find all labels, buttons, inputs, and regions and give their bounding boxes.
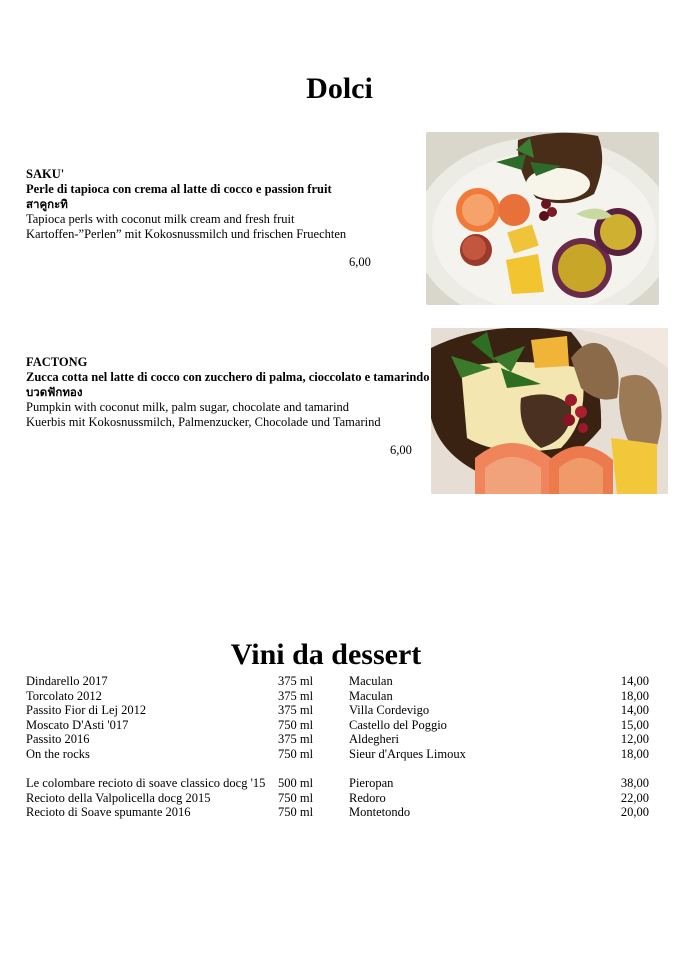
dish-name: SAKU' bbox=[26, 167, 65, 181]
wine-size: 750 ml bbox=[278, 746, 314, 761]
dish-price: 6,00 bbox=[349, 255, 371, 269]
wine-price: 18,00 bbox=[620, 746, 649, 761]
dolci-title: Dolci bbox=[306, 72, 373, 105]
wine-name: Torcolato 2012 bbox=[26, 688, 102, 703]
wine-size-column bbox=[278, 674, 313, 820]
wine-price: 38,00 bbox=[620, 776, 649, 791]
wine-price: 14,00 bbox=[620, 674, 649, 688]
wine-name: Recioto di Soave spumante 2016 bbox=[26, 805, 191, 820]
wine-size: 750 ml bbox=[278, 717, 314, 732]
dish-price: 6,00 bbox=[390, 443, 412, 457]
dish-factong bbox=[26, 355, 438, 430]
wine-price-column bbox=[600, 674, 649, 820]
wine-producer: Villa Cordevigo bbox=[349, 703, 430, 718]
wine-producer: Maculan bbox=[349, 674, 393, 688]
dish-italian: Zucca cotta nel latte di cocco con zucchero di palma, cioccolato e tamarindo bbox=[26, 370, 430, 384]
wine-price: 14,00 bbox=[620, 703, 649, 718]
dish-german: Kuerbis mit Kokosnussmilch, Palmenzucker, Chocolade und Tamarind bbox=[26, 415, 381, 429]
wine-producer: Pieropan bbox=[349, 776, 394, 791]
wine-size: 750 ml bbox=[278, 790, 314, 805]
wine-size: 750 ml bbox=[278, 805, 314, 820]
wine-name: Passito Fior di Lej 2012 bbox=[26, 703, 147, 718]
dish-name: FACTONG bbox=[26, 355, 88, 369]
wine-name: Passito 2016 bbox=[26, 732, 90, 747]
dish-english: Pumpkin with coconut milk, palm sugar, chocolate and tamarind bbox=[26, 400, 350, 414]
wine-price: 15,00 bbox=[620, 717, 649, 732]
wine-producer: Aldegheri bbox=[349, 732, 399, 747]
wine-name: Recioto della Valpolicella docg 2015 bbox=[26, 790, 211, 805]
vini-title: Vini da dessert bbox=[230, 638, 422, 671]
wine-producer: Castello del Poggio bbox=[349, 717, 447, 732]
dish-saku bbox=[26, 167, 426, 242]
wine-names-column bbox=[26, 674, 265, 820]
wine-name: Le colombare recioto di soave classico docg '15 bbox=[26, 776, 266, 791]
wine-price: 12,00 bbox=[620, 732, 649, 747]
wine-name: On the rocks bbox=[26, 746, 90, 761]
wine-size: 375 ml bbox=[278, 732, 314, 747]
dish-photo-factong bbox=[431, 328, 668, 494]
wine-producer: Redoro bbox=[349, 790, 386, 805]
wine-size: 375 ml bbox=[278, 674, 314, 688]
wine-producer: Sieur d'Arques Limoux bbox=[349, 746, 466, 761]
wine-price: 22,00 bbox=[620, 790, 649, 805]
wine-size: 375 ml bbox=[278, 703, 314, 718]
dish-german: Kartoffen-”Perlen” mit Kokosnussmilch und frischen Fruechten bbox=[26, 227, 347, 241]
dish-thai: บวดฟักทอง bbox=[26, 385, 83, 399]
wine-producer-column bbox=[349, 674, 466, 820]
dish-italian: Perle di tapioca con crema al latte di cocco e passion fruit bbox=[26, 182, 332, 196]
dish-english: Tapioca perls with coconut milk cream and fresh fruit bbox=[26, 212, 295, 226]
wine-size: 375 ml bbox=[278, 688, 314, 703]
wine-name: Dindarello 2017 bbox=[26, 674, 108, 688]
dish-photo-saku bbox=[426, 132, 659, 305]
wine-size: 500 ml bbox=[278, 776, 314, 791]
wine-price: 20,00 bbox=[620, 805, 649, 820]
dish-thai: สาคูกะทิ bbox=[26, 197, 68, 211]
wine-name: Moscato D'Asti '017 bbox=[26, 717, 129, 732]
wine-producer: Montetondo bbox=[349, 805, 411, 820]
wine-price: 18,00 bbox=[620, 688, 649, 703]
wine-producer: Maculan bbox=[349, 688, 393, 703]
